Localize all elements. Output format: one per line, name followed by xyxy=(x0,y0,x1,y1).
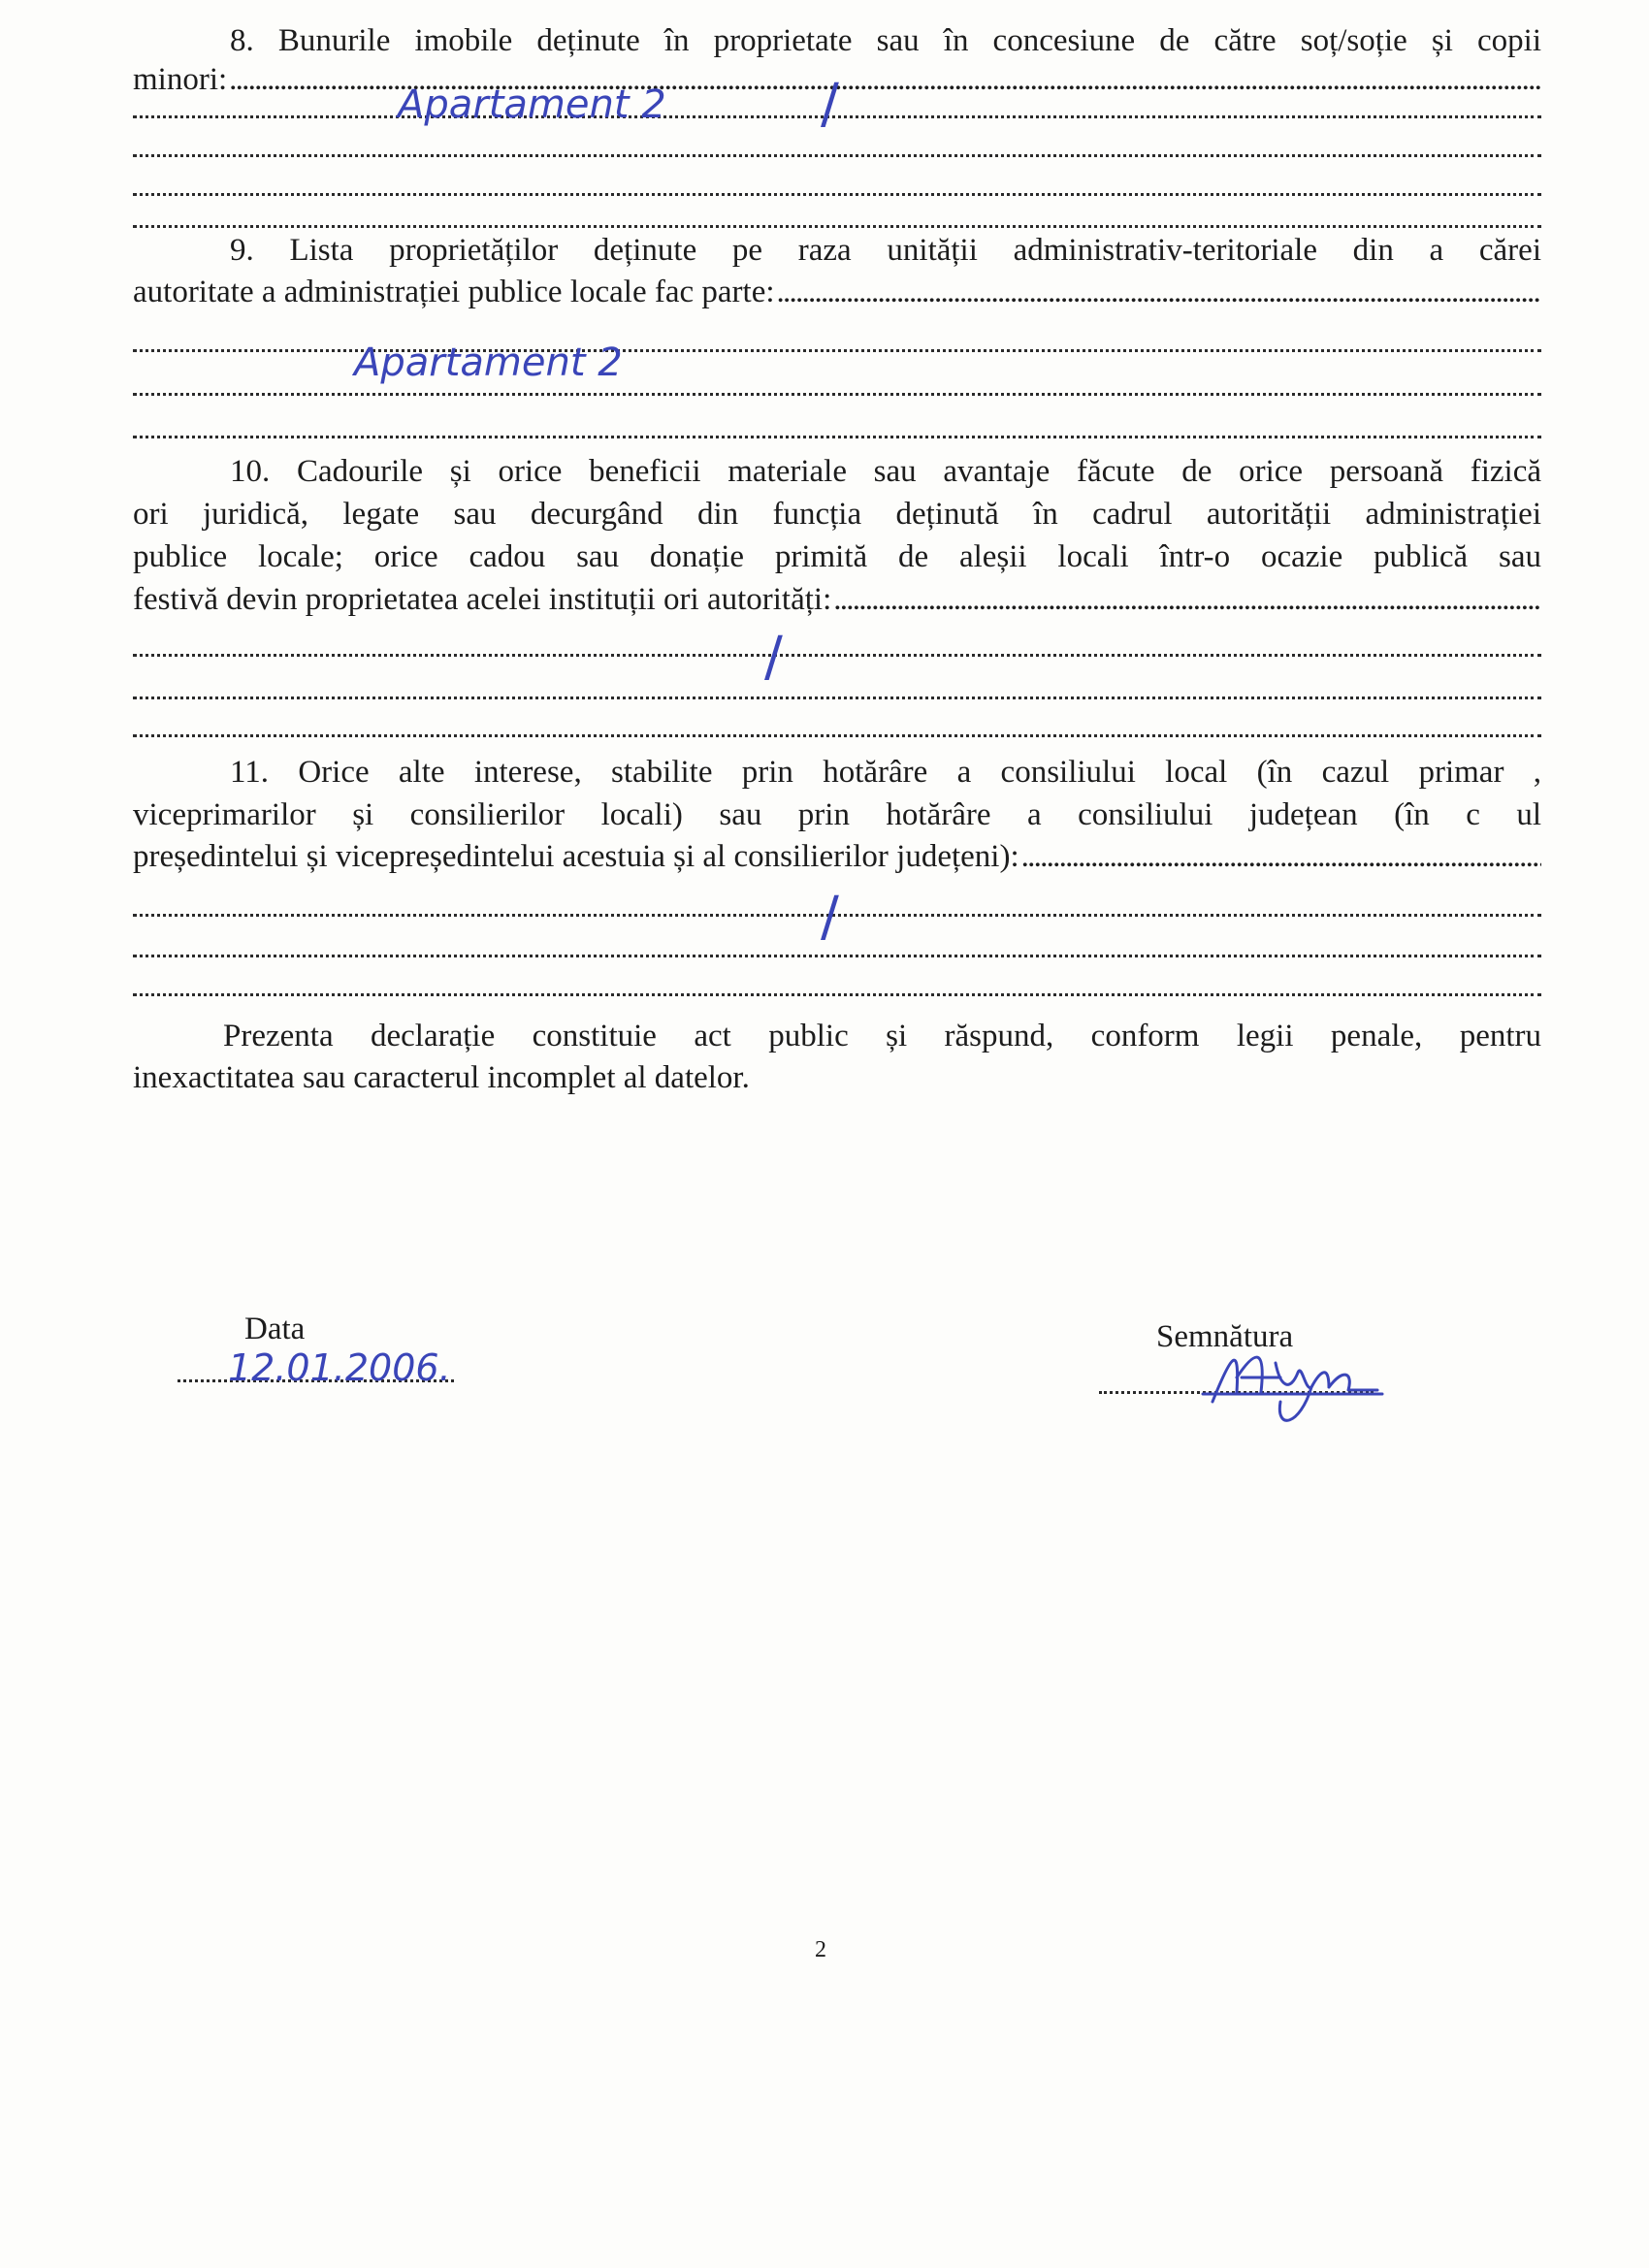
section-11-label: președintelui și vicepreședintelui acestuia și al consilierilor județeni): xyxy=(133,839,1019,874)
fill-line xyxy=(133,953,1541,957)
signature-label: Semnătura xyxy=(1156,1319,1294,1354)
section-9-line-2 xyxy=(133,273,1541,311)
section-11-line-3 xyxy=(133,837,1541,876)
section-10-label: festivă devin proprietatea acelei instituții ori autorități: xyxy=(133,582,832,617)
section-10-line-3: publice locale; orice cadou sau donație primită de aleșii locali într-o ocazie publică sau xyxy=(133,539,1541,574)
date-label: Data xyxy=(244,1312,306,1346)
fill-line xyxy=(133,991,1541,996)
section-11-handwritten-mark: / xyxy=(821,886,839,949)
statement-line-2: inexactitatea sau caracterul incomplet al datelor. xyxy=(133,1060,750,1095)
fill-dots xyxy=(777,273,1541,311)
handwritten-signature xyxy=(1183,1334,1387,1441)
section-10-handwritten-mark: / xyxy=(764,626,783,689)
section-8-line-1: 8. Bunurile imobile deținute în proprietate sau în concesiune de către soț/soție și copii xyxy=(230,23,1541,58)
fill-line xyxy=(133,391,1541,396)
date-handwritten-value: 12.01.2006. xyxy=(228,1346,451,1389)
fill-line xyxy=(133,695,1541,699)
section-9-handwritten-answer: Apartament 2 xyxy=(354,340,623,385)
fill-line xyxy=(133,652,1541,657)
section-8-handwritten-mark: / xyxy=(821,73,839,136)
fill-line xyxy=(133,223,1541,228)
section-10-line-4 xyxy=(133,580,1541,619)
page-number: 2 xyxy=(815,1937,826,1962)
section-10-line-1: 10. Cadourile și orice beneficii materiale sau avantaje făcute de orice persoană fizică xyxy=(230,454,1541,489)
fill-line xyxy=(133,732,1541,737)
section-8-handwritten-answer: Apartament 2 xyxy=(398,82,666,127)
fill-line xyxy=(133,191,1541,196)
section-10-line-2: ori juridică, legate sau decurgând din funcția deținută în cadrul autorității administrației xyxy=(133,497,1541,532)
fill-line xyxy=(133,152,1541,157)
section-11-line-1: 11. Orice alte interese, stabilite prin hotărâre a consiliului local (în cazul primar , xyxy=(230,755,1541,790)
section-9-label: autoritate a administrației publice locale fac parte: xyxy=(133,275,775,309)
fill-dots xyxy=(1021,837,1541,876)
fill-line xyxy=(133,347,1541,352)
section-9-line-1: 9. Lista proprietăților deținute pe raza unității administrativ-teritoriale din a cărei xyxy=(230,233,1541,268)
section-8-label: minori: xyxy=(133,62,228,97)
fill-line xyxy=(133,434,1541,438)
statement-line-1: Prezenta declarație constituie act public și răspund, conform legii penale, pentru xyxy=(223,1019,1541,1053)
section-11-line-2: viceprimarilor și consilierilor locali) sau prin hotărâre a consiliului județean (în c ul xyxy=(133,797,1541,832)
fill-dots xyxy=(833,580,1541,619)
